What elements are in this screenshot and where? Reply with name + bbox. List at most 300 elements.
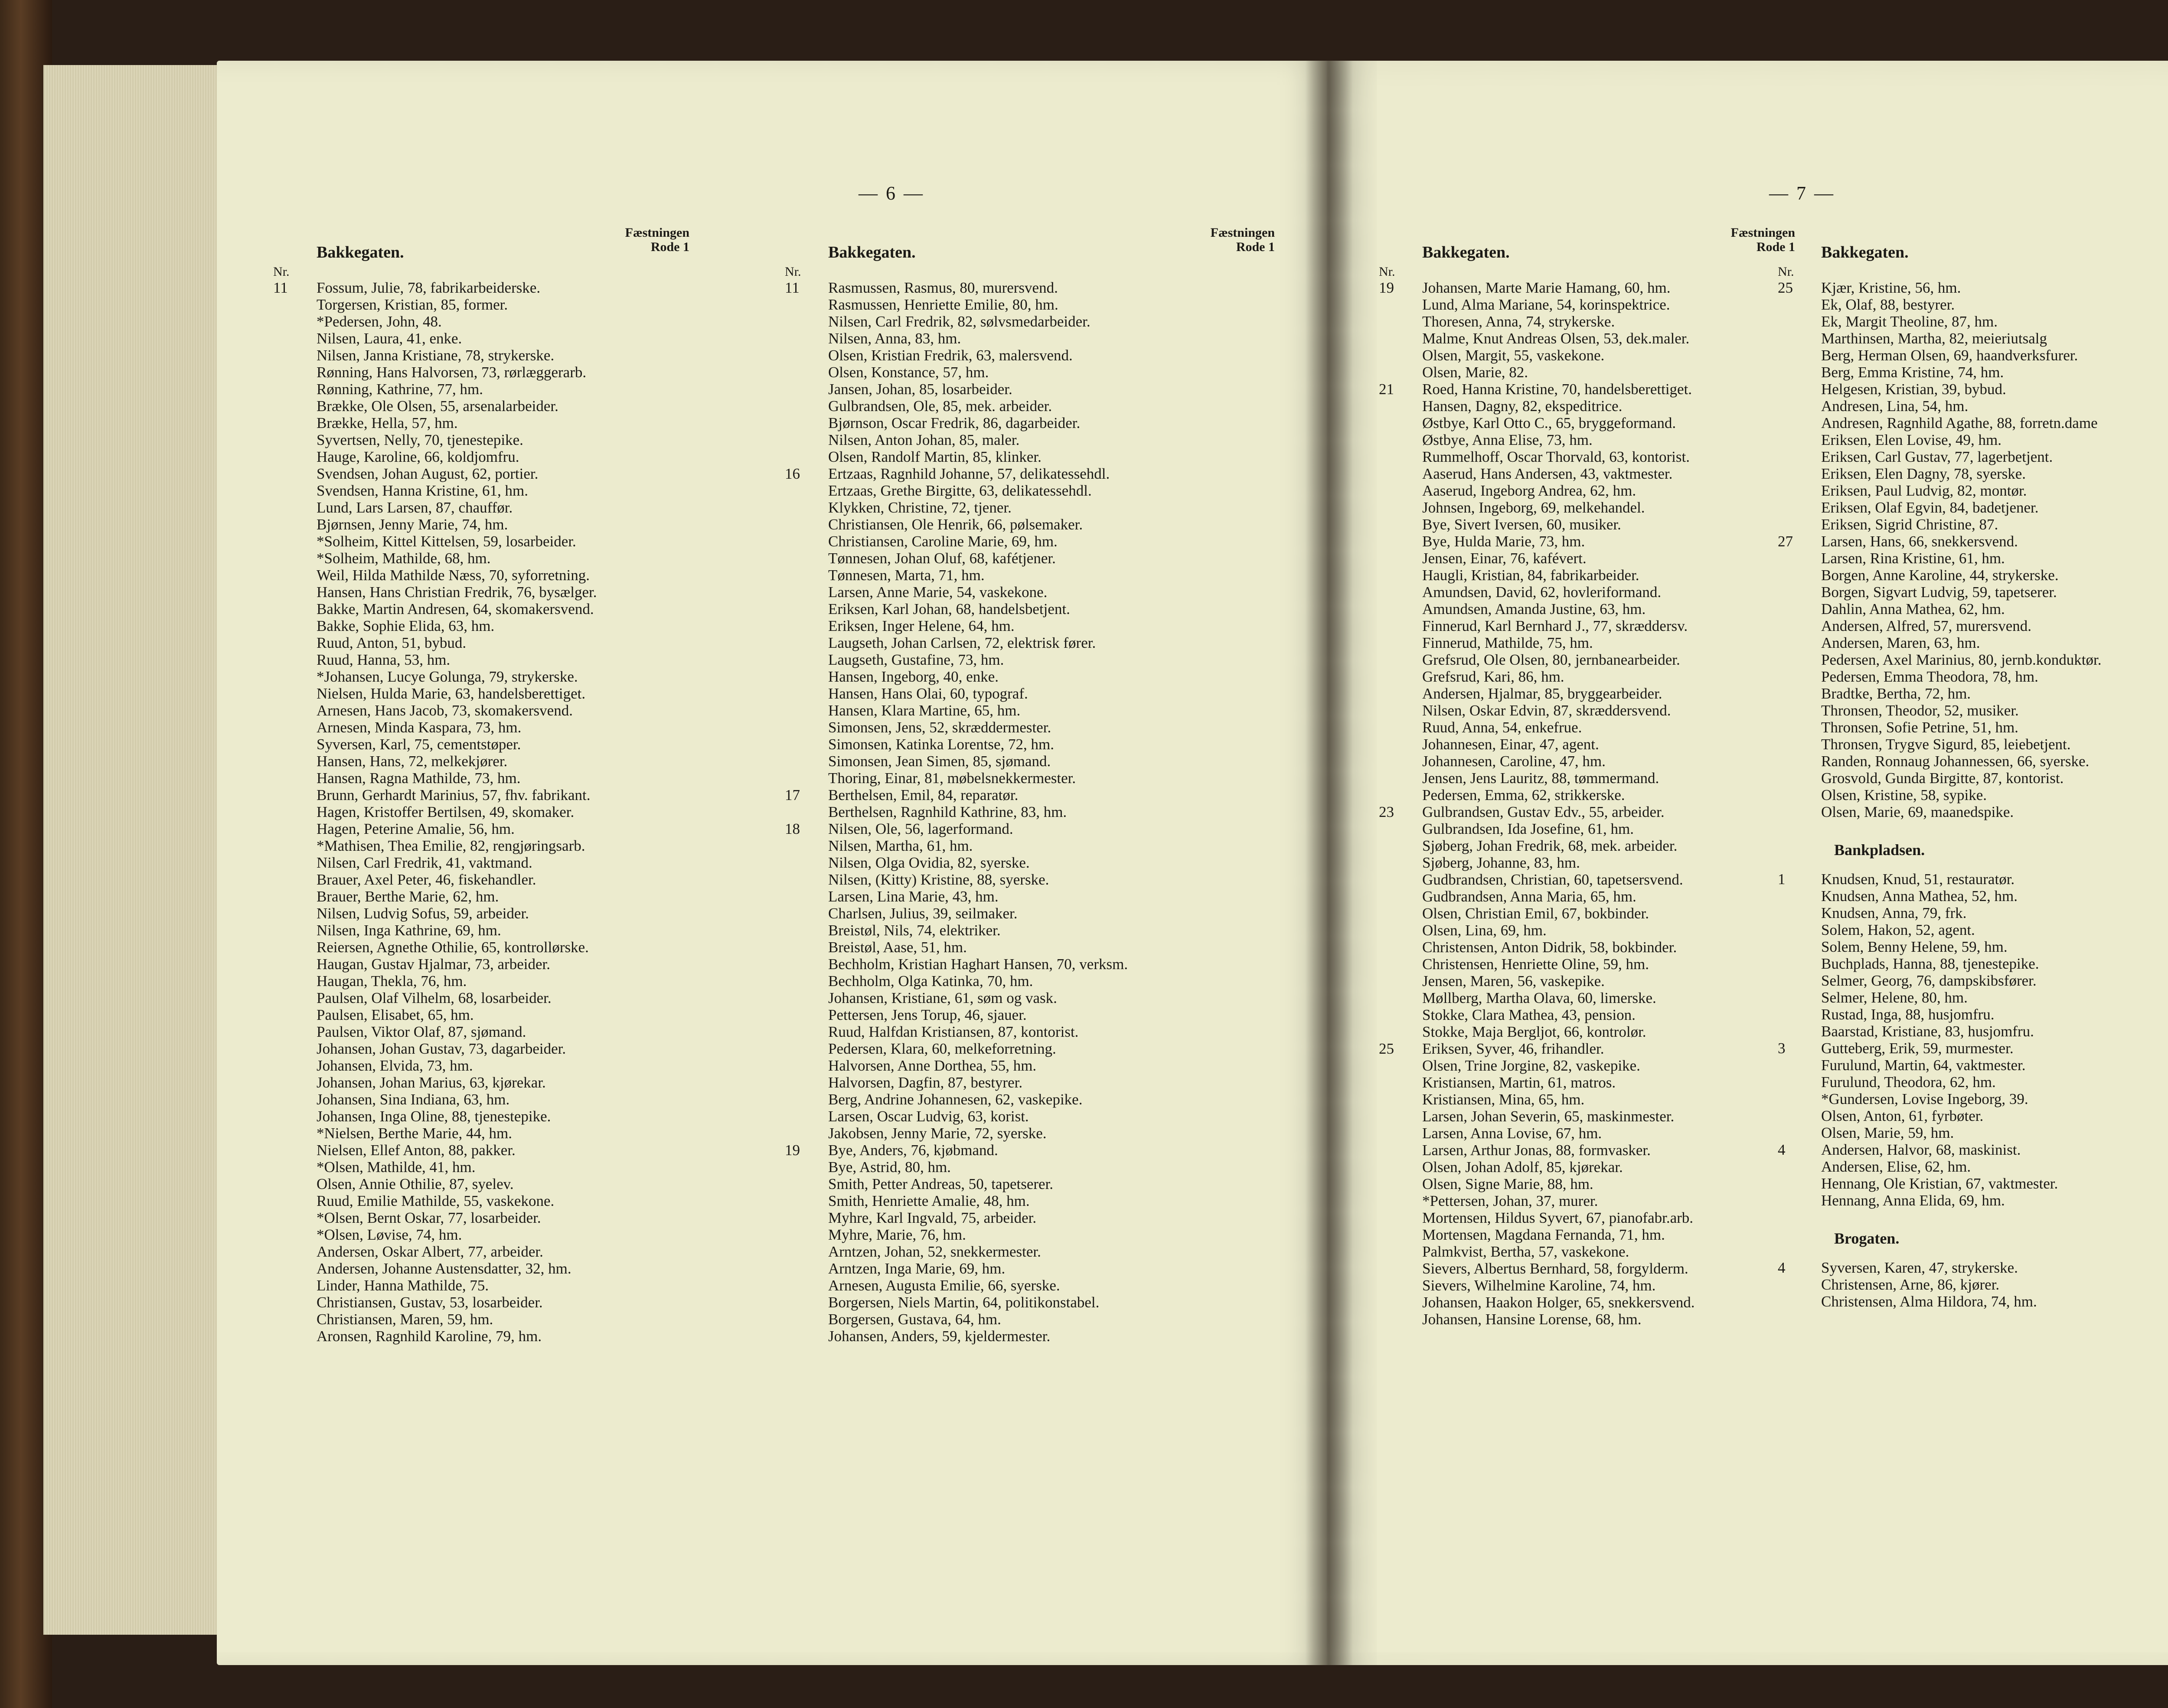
house-number — [1778, 803, 1821, 820]
house-number — [1778, 601, 1821, 617]
list-item — [1379, 939, 1795, 956]
list-item — [1379, 1040, 1795, 1057]
resident-entry: Johansen, Haakon Holger, 65, snekkersvend. — [1422, 1294, 1695, 1311]
house-number — [785, 990, 828, 1006]
list-item — [1379, 617, 1795, 634]
house-number — [1778, 1124, 1821, 1141]
list-item — [1778, 279, 2168, 296]
list-item — [1379, 601, 1795, 617]
resident-entry: Christensen, Arne, 86, kjører. — [1821, 1276, 2000, 1293]
house-number — [273, 736, 317, 753]
list-item — [1379, 1006, 1795, 1023]
resident-entry: Brække, Ole Olsen, 55, arsenalarbeider. — [317, 398, 558, 415]
house-number — [785, 1159, 828, 1176]
list-item — [785, 1125, 1275, 1142]
house-number — [1379, 922, 1422, 939]
house-number: 21 — [1379, 381, 1394, 398]
resident-entry: Larsen, Oscar Ludvig, 63, korist. — [828, 1108, 1029, 1125]
house-number — [1778, 989, 1821, 1006]
house-number — [785, 668, 828, 685]
list-item — [1778, 415, 2168, 431]
list-item — [273, 1328, 689, 1345]
resident-entry: Østbye, Anna Elise, 73, hm. — [1422, 431, 1593, 448]
resident-entry: Nilsen, Laura, 41, enke. — [317, 330, 462, 347]
resident-entry: Hagen, Peterine Amalie, 56, hm. — [317, 820, 515, 837]
house-number: 11 — [273, 279, 288, 296]
list-item — [785, 990, 1275, 1006]
list-item — [1379, 1192, 1795, 1209]
house-number — [785, 1243, 828, 1260]
house-number — [1379, 787, 1422, 803]
resident-entry: Olsen, Marie, 69, maanedspike. — [1821, 803, 2014, 820]
resident-entry: Myhre, Karl Ingvald, 75, arbeider. — [828, 1209, 1037, 1226]
resident-entry: Haugli, Kristian, 84, fabrikarbeider. — [1422, 567, 1639, 584]
number-column-label: Nr. — [785, 265, 801, 279]
resident-entry: Olsen, Lina, 69, hm. — [1422, 922, 1547, 939]
house-number: 19 — [785, 1142, 800, 1159]
house-number — [273, 820, 317, 837]
list-item — [785, 533, 1275, 550]
house-number — [273, 871, 317, 888]
house-number — [273, 1159, 317, 1176]
resident-entry: Eriksen, Syver, 46, frihandler. — [1422, 1040, 1604, 1057]
house-number — [1379, 499, 1422, 516]
house-number — [785, 398, 828, 415]
house-number — [273, 939, 317, 956]
page-edges-left — [43, 65, 225, 1635]
house-number — [1379, 685, 1422, 702]
resident-entry: Ek, Olaf, 88, bestyrer. — [1821, 296, 1955, 313]
house-number — [1379, 820, 1422, 837]
house-number — [1778, 1074, 1821, 1091]
list-item — [273, 415, 689, 431]
resident-entry: Olsen, Marie, 82. — [1422, 364, 1528, 381]
resident-entry: Haugan, Gustav Hjalmar, 73, arbeider. — [317, 956, 550, 973]
list-item — [273, 956, 689, 973]
house-number — [785, 516, 828, 533]
list-item — [273, 922, 689, 939]
list-item — [785, 296, 1275, 313]
list-item — [273, 668, 689, 685]
resident-entry: Johansen, Anders, 59, kjeldermester. — [828, 1328, 1051, 1345]
list-item — [1778, 989, 2168, 1006]
list-item — [273, 550, 689, 567]
house-number — [1379, 888, 1422, 905]
resident-entry: Eriksen, Carl Gustav, 77, lagerbetjent. — [1821, 448, 2053, 465]
resident-entry: Olsen, Kristine, 58, sypike. — [1821, 787, 1987, 803]
resident-entry: Sjøberg, Johanne, 83, hm. — [1422, 854, 1580, 871]
house-number — [1379, 567, 1422, 584]
list-item — [1778, 1074, 2168, 1091]
resident-entry: Aronsen, Ragnhild Karoline, 79, hm. — [317, 1328, 542, 1345]
list-item — [1778, 1091, 2168, 1107]
resident-entry: Bye, Anders, 76, kjøbmand. — [828, 1142, 998, 1159]
resident-entry: Bechholm, Kristian Haghart Hansen, 70, verksm. — [828, 956, 1128, 973]
resident-entry: Roed, Hanna Kristine, 70, handelsberettiget. — [1422, 381, 1692, 398]
list-item — [1778, 465, 2168, 482]
district-label — [1211, 225, 1275, 254]
house-number — [1379, 1294, 1422, 1311]
house-number — [785, 651, 828, 668]
house-number — [1778, 1192, 1821, 1209]
list-item — [273, 820, 689, 837]
resident-entry: Hansen, Hans Olai, 60, typograf. — [828, 685, 1028, 702]
list-item — [273, 347, 689, 364]
resident-entry: Svendsen, Hanna Kristine, 61, hm. — [317, 482, 528, 499]
resident-entry: Johannesen, Einar, 47, agent. — [1422, 736, 1599, 753]
house-number — [273, 1040, 317, 1057]
list-item — [1379, 922, 1795, 939]
resident-entry: Sievers, Wilhelmine Karoline, 74, hm. — [1422, 1277, 1656, 1294]
resident-entry: Lund, Lars Larsen, 87, chauffør. — [317, 499, 513, 516]
list-item — [273, 1294, 689, 1311]
house-number — [273, 499, 317, 516]
list-item — [785, 601, 1275, 617]
resident-entry: Hansen, Klara Martine, 65, hm. — [828, 702, 1021, 719]
house-number — [785, 1192, 828, 1209]
list-item — [1778, 482, 2168, 499]
book-gutter — [1305, 61, 1353, 1665]
resident-entry: Andresen, Lina, 54, hm. — [1821, 398, 1969, 415]
page-number: — 6 — — [859, 183, 924, 204]
list-item — [785, 1074, 1275, 1091]
list-item — [1778, 972, 2168, 989]
list-item — [1778, 685, 2168, 702]
house-number — [1778, 1293, 1821, 1310]
house-number — [273, 347, 317, 364]
house-number: 27 — [1778, 533, 1793, 550]
resident-entry: Brække, Hella, 57, hm. — [317, 415, 458, 431]
list-item — [785, 1108, 1275, 1125]
resident-entry: Simonsen, Jean Simen, 85, sjømand. — [828, 753, 1051, 770]
house-number — [273, 651, 317, 668]
list-item — [1778, 955, 2168, 972]
house-number — [785, 1311, 828, 1328]
house-number — [785, 1294, 828, 1311]
resident-entry: Larsen, Lina Marie, 43, hm. — [828, 888, 999, 905]
list-item — [1379, 837, 1795, 854]
resident-entry: Arntzen, Johan, 52, snekkermester. — [828, 1243, 1041, 1260]
resident-entry: Arnesen, Minda Kaspara, 73, hm. — [317, 719, 522, 736]
column-header — [273, 225, 689, 265]
list-item — [1379, 499, 1795, 516]
list-item — [273, 1040, 689, 1057]
list-item — [785, 1057, 1275, 1074]
resident-entry: *Pettersen, Johan, 37, murer. — [1422, 1192, 1598, 1209]
list-item — [785, 871, 1275, 888]
resident-entry: Johnsen, Ingeborg, 69, melkehandel. — [1422, 499, 1645, 516]
resident-entry: Eriksen, Karl Johan, 68, handelsbetjent. — [828, 601, 1070, 617]
house-number — [273, 415, 317, 431]
resident-entry: Jensen, Einar, 76, kafévert. — [1422, 550, 1587, 567]
list-item — [1778, 1006, 2168, 1023]
column-header — [1379, 225, 1795, 265]
list-item — [273, 584, 689, 601]
house-number — [1379, 482, 1422, 499]
resident-entry: Ruud, Anna, 54, enkefrue. — [1422, 719, 1582, 736]
resident-entry: Mortensen, Hildus Syvert, 67, pianofabr.arb. — [1422, 1209, 1694, 1226]
resident-entry: Paulsen, Elisabet, 65, hm. — [317, 1006, 474, 1023]
resident-entry: Nilsen, Anna, 83, hm. — [828, 330, 961, 347]
list-item — [785, 685, 1275, 702]
list-item — [785, 719, 1275, 736]
resident-entry: Ruud, Hanna, 53, hm. — [317, 651, 451, 668]
resident-entry: Olsen, Konstance, 57, hm. — [828, 364, 989, 381]
list-item — [1778, 702, 2168, 719]
house-number — [273, 1294, 317, 1311]
list-item — [273, 499, 689, 516]
column-3 — [1379, 225, 1795, 1328]
resident-entry: Amundsen, Amanda Justine, 63, hm. — [1422, 601, 1646, 617]
list-item — [785, 956, 1275, 973]
list-item — [273, 787, 689, 803]
list-item — [1778, 1124, 2168, 1141]
resident-entry: Thronsen, Theodor, 52, musiker. — [1821, 702, 2019, 719]
resident-entry: Andersen, Alfred, 57, murersvend. — [1821, 617, 2032, 634]
resident-entry: Dahlin, Anna Mathea, 62, hm. — [1821, 601, 2005, 617]
resident-entry: Nilsen, Janna Kristiane, 78, strykerske. — [317, 347, 555, 364]
resident-entry: Ruud, Anton, 51, bybud. — [317, 634, 467, 651]
list-item — [273, 330, 689, 347]
house-number — [1778, 685, 1821, 702]
resident-entry: Kjær, Kristine, 56, hm. — [1821, 279, 1961, 296]
house-number — [1778, 584, 1821, 601]
resident-entry: Hansen, Ingeborg, 40, enke. — [828, 668, 999, 685]
list-item — [1778, 567, 2168, 584]
resident-entry: Christiansen, Gustav, 53, losarbeider. — [317, 1294, 543, 1311]
resident-entry: Christiansen, Ole Henrik, 66, pølsemaker. — [828, 516, 1083, 533]
list-item — [785, 668, 1275, 685]
list-item — [1379, 736, 1795, 753]
list-item — [273, 1142, 689, 1159]
resident-entry: Grefsrud, Ole Olsen, 80, jernbanearbeider. — [1422, 651, 1680, 668]
house-number — [1379, 398, 1422, 415]
house-number — [1778, 550, 1821, 567]
resident-entry: Nilsen, Carl Fredrik, 82, sølvsmedarbeider. — [828, 313, 1091, 330]
list-item — [785, 888, 1275, 905]
house-number — [273, 398, 317, 415]
list-item — [785, 347, 1275, 364]
house-number — [785, 1125, 828, 1142]
resident-entry: Ruud, Emilie Mathilde, 55, vaskekone. — [317, 1192, 555, 1209]
list-item — [1379, 1057, 1795, 1074]
house-number — [785, 550, 828, 567]
house-number — [785, 871, 828, 888]
house-number — [1379, 1006, 1422, 1023]
resident-entry: Brauer, Berthe Marie, 62, hm. — [317, 888, 499, 905]
list-item — [273, 431, 689, 448]
house-number — [1379, 990, 1422, 1006]
house-number — [1778, 1057, 1821, 1074]
list-item — [1379, 820, 1795, 837]
list-item — [785, 279, 1275, 296]
resident-entry: Ek, Margit Theoline, 87, hm. — [1821, 313, 1998, 330]
house-number — [273, 1311, 317, 1328]
resident-entry: Nilsen, Anton Johan, 85, maler. — [828, 431, 1020, 448]
list-item — [273, 871, 689, 888]
house-number — [785, 1328, 828, 1345]
resident-entry: Rønning, Kathrine, 77, hm. — [317, 381, 483, 398]
house-number — [785, 499, 828, 516]
house-number — [1379, 296, 1422, 313]
resident-entry: Kristiansen, Mina, 65, hm. — [1422, 1091, 1585, 1108]
list-item — [1379, 1226, 1795, 1243]
house-number: 3 — [1778, 1040, 1786, 1057]
house-number — [1379, 584, 1422, 601]
list-item — [785, 465, 1275, 482]
list-item — [273, 1074, 689, 1091]
district-name: Fæstningen — [625, 225, 689, 240]
street-name: Bakkegaten. — [1821, 243, 1909, 261]
list-item — [273, 364, 689, 381]
list-item — [1379, 1142, 1795, 1159]
resident-entry: Simonsen, Jens, 52, skræddermester. — [828, 719, 1051, 736]
list-item — [273, 651, 689, 668]
house-number — [785, 601, 828, 617]
house-number — [1778, 347, 1821, 364]
house-number — [273, 922, 317, 939]
resident-entry: *Johansen, Lucye Golunga, 79, strykerske. — [317, 668, 578, 685]
list-item — [785, 736, 1275, 753]
resident-entry: Rønning, Hans Halvorsen, 73, rørlæggerarb. — [317, 364, 587, 381]
house-number — [273, 990, 317, 1006]
house-number — [273, 1023, 317, 1040]
list-item — [1379, 1108, 1795, 1125]
resident-entry: Christensen, Anton Didrik, 58, bokbinder. — [1422, 939, 1677, 956]
house-number — [1778, 938, 1821, 955]
list-item — [785, 448, 1275, 465]
resident-entry: Tønnesen, Marta, 71, hm. — [828, 567, 985, 584]
house-number — [273, 973, 317, 990]
list-item — [1778, 448, 2168, 465]
resident-entry: Andersen, Oskar Albert, 77, arbeider. — [317, 1243, 543, 1260]
list-item — [1778, 770, 2168, 787]
street-section-title: Bankpladsen. — [1834, 841, 1925, 859]
list-item — [273, 1006, 689, 1023]
house-number — [1379, 651, 1422, 668]
list-item — [273, 381, 689, 398]
list-item — [785, 1209, 1275, 1226]
list-item — [1379, 398, 1795, 415]
list-item — [785, 1192, 1275, 1209]
list-item — [785, 431, 1275, 448]
resident-entry: Nielsen, Hulda Marie, 63, handelsberettiget. — [317, 685, 586, 702]
list-item — [1778, 888, 2168, 905]
resident-entry: Brauer, Axel Peter, 46, fiskehandler. — [317, 871, 536, 888]
resident-entry: *Olsen, Mathilde, 41, hm. — [317, 1159, 476, 1176]
district-name: Fæstningen — [1210, 225, 1275, 240]
resident-entry: Jansen, Johan, 85, losarbeider. — [828, 381, 1012, 398]
house-number — [1778, 448, 1821, 465]
list-item — [785, 567, 1275, 584]
list-item — [1379, 448, 1795, 465]
list-item — [1778, 753, 2168, 770]
list-item — [273, 465, 689, 482]
house-number — [785, 956, 828, 973]
resident-entry: Andersen, Elise, 62, hm. — [1821, 1158, 1971, 1175]
resident-entry: Christiansen, Caroline Marie, 69, hm. — [828, 533, 1058, 550]
house-number — [273, 1057, 317, 1074]
list-item — [1778, 584, 2168, 601]
number-column-label: Nr. — [1778, 265, 1794, 279]
list-item — [785, 634, 1275, 651]
resident-entry: Syversen, Karen, 47, strykerske. — [1821, 1259, 2018, 1276]
house-number — [273, 1142, 317, 1159]
resident-entry: Johansen, Kristiane, 61, søm og vask. — [828, 990, 1057, 1006]
house-number — [273, 1091, 317, 1108]
house-number — [1778, 1006, 1821, 1023]
list-item — [273, 990, 689, 1006]
list-item — [1379, 854, 1795, 871]
list-item — [273, 634, 689, 651]
house-number — [1379, 330, 1422, 347]
house-number — [273, 1277, 317, 1294]
list-item — [273, 1023, 689, 1040]
ward-number: Rode 1 — [1236, 240, 1275, 254]
resident-entry: Knudsen, Knud, 51, restauratør. — [1821, 871, 2015, 888]
resident-entry: Johansen, Elvida, 73, hm. — [317, 1057, 473, 1074]
list-item — [273, 702, 689, 719]
list-item — [273, 973, 689, 990]
resident-entry: Olsen, Signe Marie, 88, hm. — [1422, 1176, 1593, 1192]
list-item — [785, 1260, 1275, 1277]
resident-entry: Eriksen, Elen Lovise, 49, hm. — [1821, 431, 2002, 448]
list-item — [273, 617, 689, 634]
resident-entry: Olsen, Christian Emil, 67, bokbinder. — [1422, 905, 1649, 922]
resident-entry: Tønnesen, Johan Oluf, 68, kafétjener. — [828, 550, 1056, 567]
resident-entry: Andersen, Johanne Austensdatter, 32, hm. — [317, 1260, 571, 1277]
list-item — [1379, 719, 1795, 736]
house-number — [1379, 1209, 1422, 1226]
list-item — [273, 533, 689, 550]
list-item — [785, 398, 1275, 415]
house-number: 1 — [1778, 871, 1786, 888]
house-number — [1778, 1175, 1821, 1192]
resident-entry: Møllberg, Martha Olava, 60, limerske. — [1422, 990, 1656, 1006]
house-number — [1379, 550, 1422, 567]
resident-entry: Nilsen, Ludvig Sofus, 59, arbeider. — [317, 905, 529, 922]
list-item — [785, 1328, 1275, 1345]
list-item — [273, 601, 689, 617]
resident-entry: Christiansen, Maren, 59, hm. — [317, 1311, 493, 1328]
house-number — [785, 905, 828, 922]
house-number — [785, 415, 828, 431]
list-item — [1778, 1192, 2168, 1209]
house-number — [1379, 516, 1422, 533]
resident-entry: Thoring, Einar, 81, møbelsnekkermester. — [828, 770, 1076, 787]
house-number — [273, 465, 317, 482]
house-number — [785, 347, 828, 364]
house-number — [1778, 296, 1821, 313]
list-item — [1778, 736, 2168, 753]
list-item — [1379, 567, 1795, 584]
house-number — [1778, 482, 1821, 499]
resident-entry: Olsen, Margit, 55, vaskekone. — [1422, 347, 1605, 364]
resident-entry: Bakke, Sophie Elida, 63, hm. — [317, 617, 495, 634]
list-item — [1379, 533, 1795, 550]
list-item — [1379, 1243, 1795, 1260]
list-item — [785, 770, 1275, 787]
house-number — [1379, 634, 1422, 651]
house-number — [785, 1226, 828, 1243]
list-item — [1778, 398, 2168, 415]
list-item — [1379, 364, 1795, 381]
resident-entry: Rummelhoff, Oscar Thorvald, 63, kontorist. — [1422, 448, 1690, 465]
resident-entry: Johannesen, Caroline, 47, hm. — [1422, 753, 1606, 770]
resident-entry: Nilsen, Martha, 61, hm. — [828, 837, 973, 854]
list-item — [273, 685, 689, 702]
resident-entry: Johansen, Sina Indiana, 63, hm. — [317, 1091, 510, 1108]
